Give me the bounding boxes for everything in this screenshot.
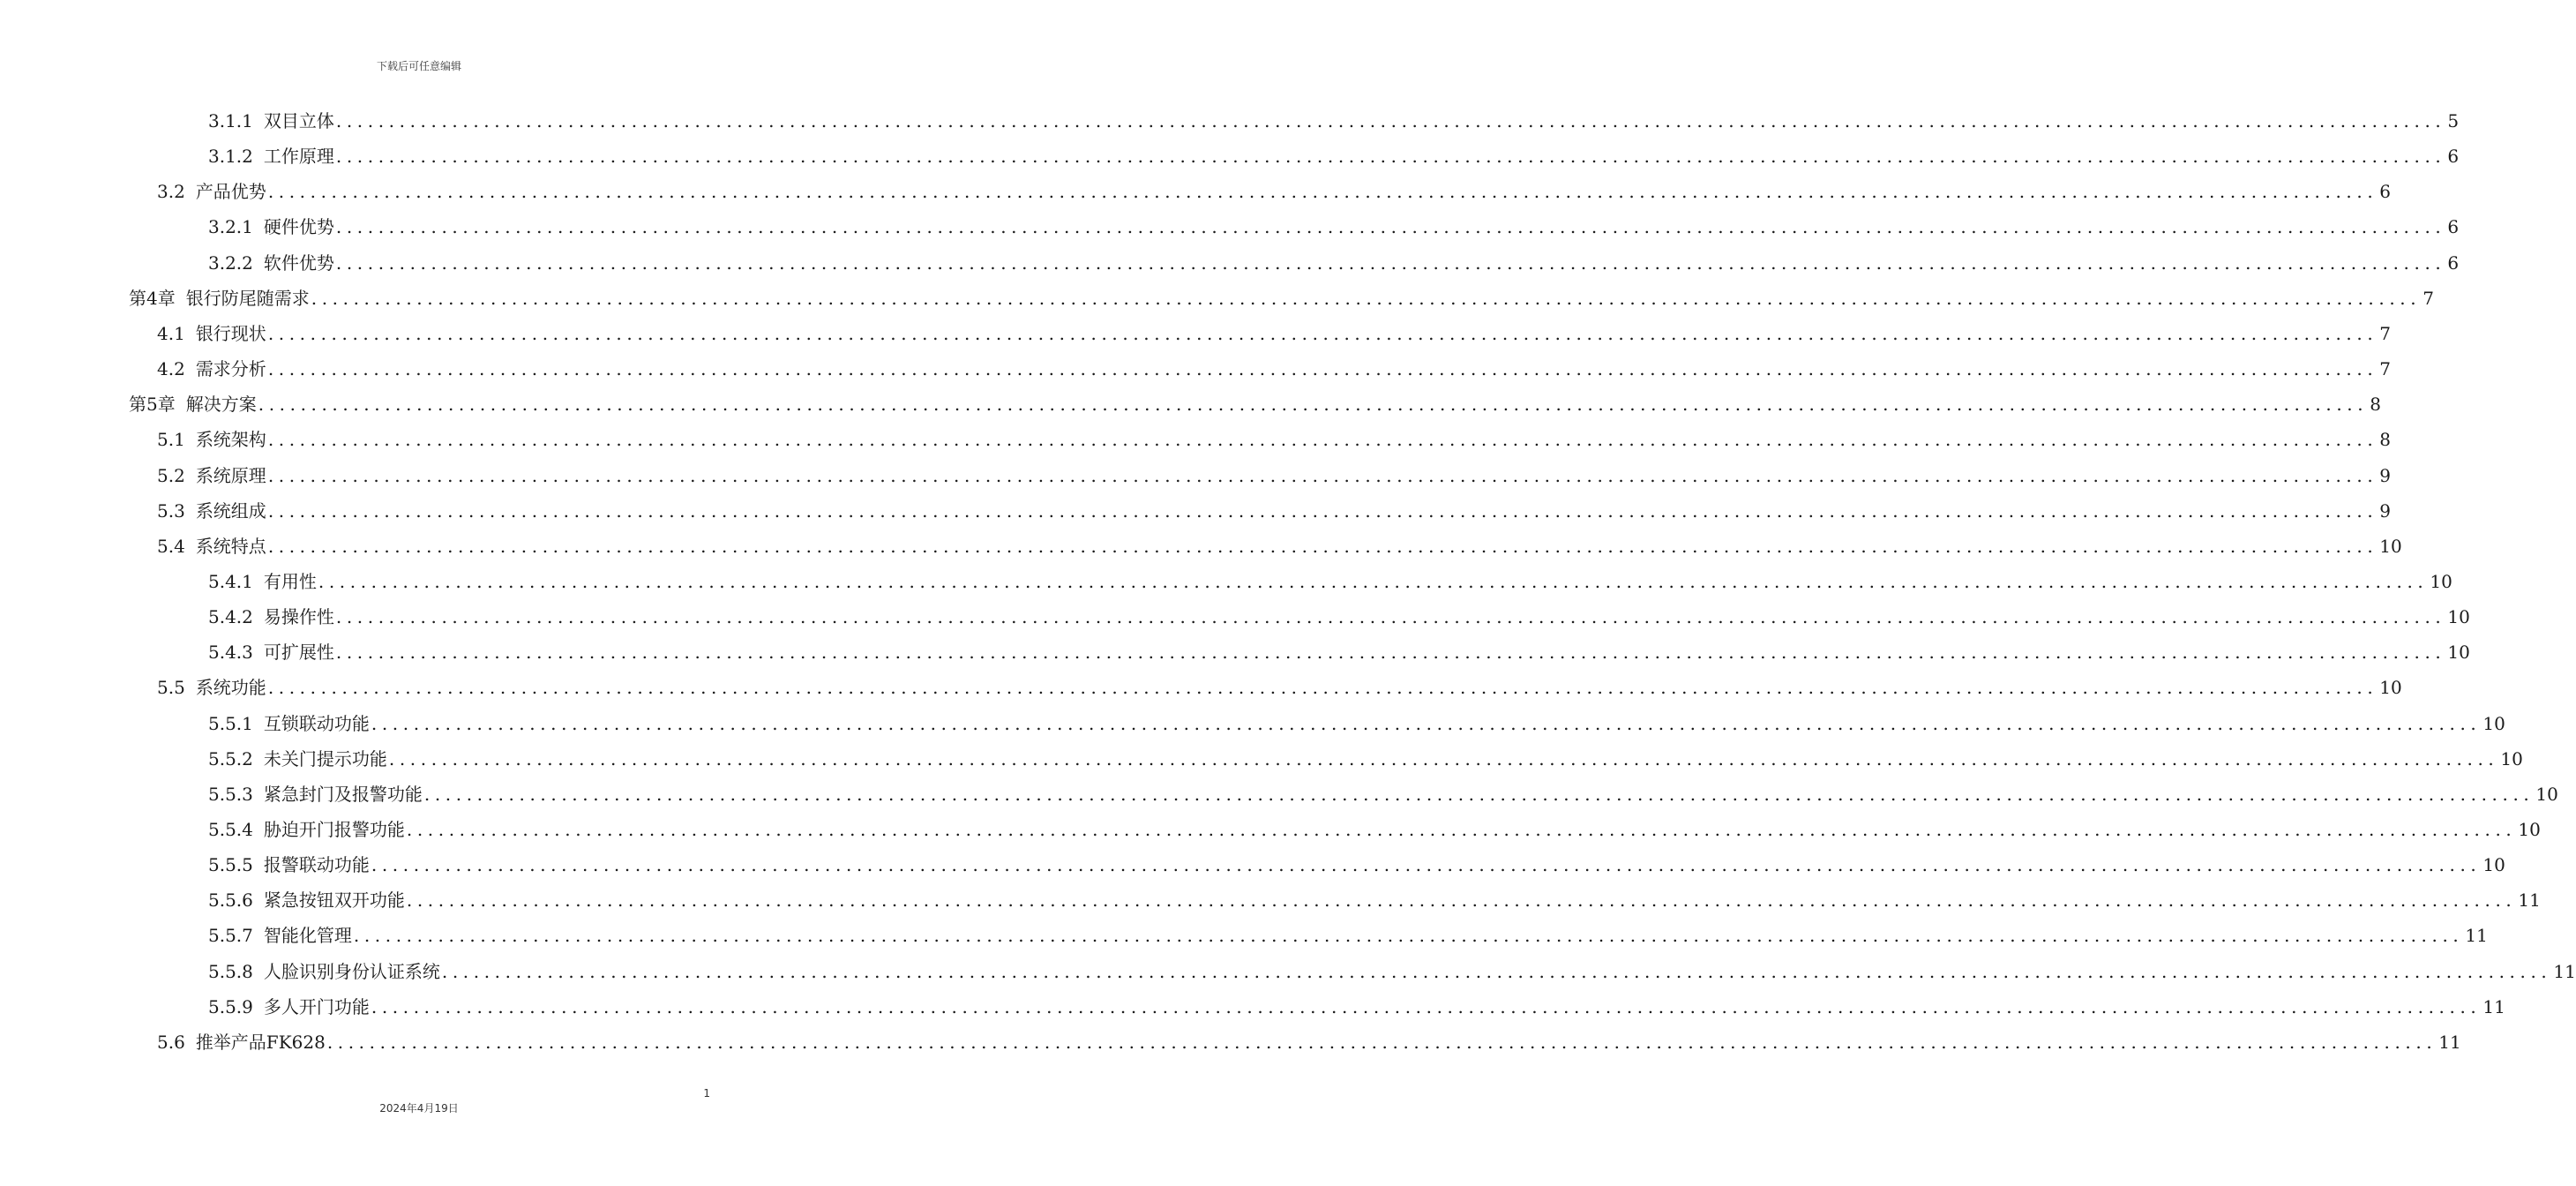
toc-entry-page: 10 [2500,747,2523,769]
toc-dot-leader: ........................................................................................................................................................................................................ [423,783,2535,805]
toc-entry[interactable] [208,139,2460,174]
toc-entry-page: 10 [2482,854,2505,876]
toc-entry-number: 5.4 [157,535,185,557]
footer-date: 2024年4月19日 [379,1102,459,1115]
toc-entry[interactable] [157,458,2392,493]
toc-entry-page: 8 [2370,394,2381,416]
toc-entry-number: 5.5.2 [208,747,253,769]
toc-entry-number: 5.2 [157,464,185,486]
toc-entry[interactable] [208,634,2470,670]
toc-entry-page: 7 [2379,358,2392,380]
toc-dot-leader: ........................................................................................................................................................................................................ [371,712,2482,734]
toc-dot-leader: ........................................................................................................................................................................................................ [406,890,2517,912]
toc-entry-title: 工作原理 [263,146,334,168]
toc-entry-number: 第5章 [129,394,176,416]
toc-dot-leader: ........................................................................................................................................................................................................ [267,499,2378,522]
toc-dot-leader: ........................................................................................................................................................................................................ [335,216,2446,238]
toc-entry-page: 10 [2535,783,2558,805]
toc-dot-leader: ........................................................................................................................................................................................................ [267,677,2378,699]
toc-entry-number: 3.1.1 [208,110,253,131]
toc-entry-number: 5.4.3 [208,642,253,664]
toc-entry-title: 推举产品FK628 [195,1031,326,1053]
toc-dot-leader: ........................................................................................................................................................................................................ [267,322,2378,344]
header-note: 下载后可任意编辑 [376,60,461,72]
toc-dot-leader: ........................................................................................................................................................................................................ [371,995,2482,1017]
toc-entry[interactable] [208,599,2470,634]
toc-entry-title: 胁迫开门报警功能 [263,819,405,840]
page-number: 1 [703,1087,710,1100]
toc-entry[interactable] [157,316,2392,351]
toc-dot-leader: ........................................................................................................................................................................................................ [267,464,2378,486]
toc-entry-number: 3.2.2 [208,251,253,274]
toc-entry-title: 银行现状 [195,322,266,344]
toc-entry[interactable] [208,741,2523,777]
toc-dot-leader: ........................................................................................................................................................................................................ [318,570,2429,592]
toc-entry[interactable] [208,918,2488,953]
toc-entry[interactable] [157,422,2392,457]
toc-entry-number: 5.5.1 [208,712,253,734]
toc-entry[interactable] [208,245,2460,281]
toc-dot-leader: ........................................................................................................................................................................................................ [371,854,2482,876]
toc-entry-title: 紧急按钮双开功能 [263,890,405,912]
toc-entry-page: 10 [2379,535,2402,557]
toc-entry-title: 产品优势 [195,181,266,203]
toc-dot-leader: ........................................................................................................................................................................................................ [335,146,2446,168]
toc-entry-page: 10 [2518,819,2541,840]
toc-dot-leader: ........................................................................................................................................................................................................ [335,110,2446,131]
toc-entry-number: 5.5 [157,677,185,699]
toc-entry-title: 系统组成 [195,499,266,522]
toc-entry-number: 3.2.1 [208,216,253,238]
toc-entry-page: 11 [2465,925,2488,947]
toc-entry-number: 3.1.2 [208,146,253,168]
toc-entry-title: 有用性 [263,570,317,592]
toc-entry[interactable] [208,103,2460,139]
toc-entry-title: 系统原理 [195,464,266,486]
toc-entry[interactable] [208,209,2460,244]
toc-dot-leader: ........................................................................................................................................................................................................ [335,606,2446,628]
toc-dot-leader: ........................................................................................................................................................................................................ [406,819,2517,840]
toc-dot-leader: ........................................................................................................................................................................................................ [267,535,2378,557]
toc-entry[interactable] [157,351,2392,387]
toc-entry-title: 系统功能 [195,677,266,699]
toc-dot-leader: ........................................................................................................................................................................................................ [267,358,2378,380]
toc-entry-number: 5.5.9 [208,995,253,1017]
toc-entry-page: 9 [2379,464,2392,486]
toc-entry-title: 紧急封门及报警功能 [263,783,423,805]
toc-entry[interactable] [208,847,2505,882]
toc-entry-page: 11 [2438,1031,2461,1053]
toc-entry-page: 6 [2447,146,2460,168]
toc-entry[interactable] [208,812,2541,847]
toc-entry-number: 5.5.6 [208,890,253,912]
toc-entry-number: 5.5.4 [208,819,253,840]
toc-entry-title: 易操作性 [263,606,334,628]
toc-entry[interactable] [208,954,2576,989]
toc-entry-page: 10 [2447,606,2470,628]
toc-dot-leader: ........................................................................................................................................................................................................ [326,1031,2437,1053]
toc-entry-number: 5.5.3 [208,783,253,805]
toc-entry-number: 4.2 [157,358,185,380]
toc-entry-number: 5.4.2 [208,606,253,628]
toc-dot-leader: ........................................................................................................................................................................................................ [388,747,2499,769]
toc-entry-title: 可扩展性 [263,642,334,664]
toc-entry[interactable] [157,493,2392,529]
toc-entry-page: 11 [2553,960,2576,982]
toc-dot-leader: ........................................................................................................................................................................................................ [335,642,2446,664]
toc-dot-leader: ........................................................................................................................................................................................................ [335,251,2446,274]
toc-entry-page: 10 [2482,712,2505,734]
toc-entry-title: 未关门提示功能 [263,747,387,769]
toc-entry-page: 11 [2482,995,2505,1017]
toc-entry-number: 5.5.7 [208,925,253,947]
toc-dot-leader: ........................................................................................................................................................................................................ [353,925,2464,947]
toc-entry-page: 5 [2447,110,2460,131]
toc-entry-number: 5.3 [157,499,185,522]
toc-entry-title: 软件优势 [263,251,334,274]
toc-entry-title: 银行防尾随需求 [185,287,310,309]
toc-entry-title: 报警联动功能 [263,854,370,876]
toc-entry-page: 10 [2447,642,2470,664]
toc-entry-number: 5.5.5 [208,854,253,876]
toc-entry-page: 6 [2379,181,2392,203]
toc-entry-page: 6 [2447,251,2460,274]
toc-entry-page: 10 [2430,570,2452,592]
toc-entry[interactable] [208,777,2558,812]
toc-entry-title: 需求分析 [195,358,266,380]
toc-dot-leader: ........................................................................................................................................................................................................ [258,394,2369,416]
toc-dot-leader: ........................................................................................................................................................................................................ [311,287,2422,309]
toc-entry[interactable] [129,281,2434,316]
toc-entry-title: 解决方案 [185,394,257,416]
toc-entry-number: 3.2 [157,181,185,203]
toc-entry-title: 硬件优势 [263,216,334,238]
toc-entry-page: 8 [2379,429,2392,451]
toc-entry-title: 多人开门功能 [263,995,370,1017]
toc-entry-title: 人脸识别身份认证系统 [263,960,440,982]
toc-entry-number: 5.5.8 [208,960,253,982]
toc-entry[interactable] [208,882,2541,918]
toc-entry[interactable] [157,529,2402,564]
toc-entry[interactable] [157,174,2392,209]
toc-entry[interactable] [208,564,2452,599]
toc-entry-title: 系统特点 [195,535,266,557]
toc-entry-number: 第4章 [129,287,176,309]
toc-entry-page: 6 [2447,216,2460,238]
toc-entry[interactable] [208,706,2505,741]
toc-entry[interactable] [157,1025,2461,1060]
toc-entry-number: 5.4.1 [208,570,253,592]
toc-entry-page: 7 [2379,322,2392,344]
toc-dot-leader: ........................................................................................................................................................................................................ [441,960,2552,982]
toc-dot-leader: ........................................................................................................................................................................................................ [267,181,2378,203]
toc-entry-page: 7 [2422,287,2434,309]
toc-entry[interactable] [208,989,2505,1025]
toc-entry-title: 双目立体 [263,110,334,131]
toc-entry-number: 5.6 [157,1031,185,1053]
toc-entry-number: 4.1 [157,322,185,344]
toc-entry[interactable] [129,387,2381,422]
toc-entry-title: 系统架构 [195,429,266,451]
toc-entry-number: 5.1 [157,429,185,451]
toc-dot-leader: ........................................................................................................................................................................................................ [267,429,2378,451]
toc-entry-title: 互锁联动功能 [263,712,370,734]
toc-entry-page: 9 [2379,499,2392,522]
toc-entry-page: 10 [2379,677,2402,699]
toc-entry-page: 11 [2518,890,2541,912]
toc-entry-title: 智能化管理 [263,925,352,947]
toc-entry[interactable] [157,670,2402,705]
